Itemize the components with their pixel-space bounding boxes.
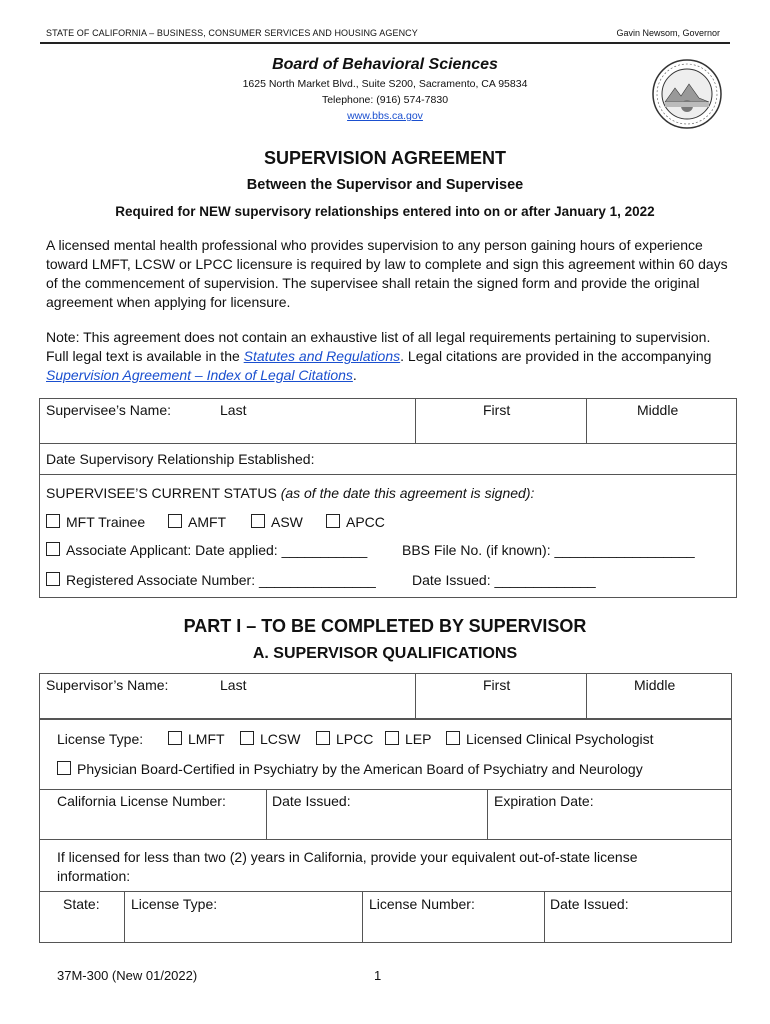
lmft-label: LMFT <box>188 731 225 747</box>
requirement-note: Required for NEW supervisory relationships entered into on or after January 1, 2022 <box>115 204 655 219</box>
physician-checkbox[interactable] <box>57 761 643 777</box>
associate-applicant-checkbox[interactable] <box>46 542 367 558</box>
lep-label: LEP <box>405 731 432 747</box>
supervisor-first-field[interactable]: First <box>483 677 511 693</box>
note-text-2: . Legal citations are provided in the accompanying <box>400 348 712 364</box>
registered-associate-checkbox[interactable] <box>46 572 376 588</box>
oos-state-field[interactable]: State: <box>63 896 100 912</box>
expiration-date-field[interactable]: Expiration Date: <box>494 793 594 809</box>
lcsw-label: LCSW <box>260 731 301 747</box>
supervisor-qualifications-heading: A. SUPERVISOR QUALIFICATIONS <box>252 645 518 662</box>
date-established-field[interactable]: Date Supervisory Relationship Established: <box>46 451 315 467</box>
agency-phone: Telephone: (916) 574-7830 <box>321 94 449 106</box>
website-link[interactable]: www.bbs.ca.gov <box>347 110 423 122</box>
state-seal-icon <box>651 58 723 130</box>
amft-checkbox[interactable] <box>168 514 226 530</box>
note-text-3: . <box>352 367 357 383</box>
checkbox-icon[interactable] <box>168 514 182 528</box>
status-note: (as of the date this agreement is signed): <box>280 485 535 501</box>
status-heading <box>46 485 534 501</box>
registered-associate-label: Registered Associate Number: _______________ <box>66 572 376 588</box>
physician-label: Physician Board-Certified in Psychiatry by the American Board of Psychiatry and Neurology <box>77 761 643 777</box>
supervisee-first-field[interactable]: First <box>483 402 511 418</box>
oos-license-type-field[interactable]: License Type: <box>131 896 218 912</box>
supervisor-last-field[interactable]: Last <box>220 677 247 693</box>
supervisee-middle-field[interactable]: Middle <box>637 402 679 418</box>
checkbox-icon[interactable] <box>240 731 254 745</box>
lpcc-label: LPCC <box>336 731 374 747</box>
license-date-issued-field[interactable]: Date Issued: <box>272 793 351 809</box>
oos-license-number-field[interactable]: License Number: <box>369 896 475 912</box>
license-type-label: License Type: <box>57 731 144 747</box>
apcc-checkbox[interactable] <box>326 514 385 530</box>
agency-name: Board of Behavioral Sciences <box>272 56 498 73</box>
lep-checkbox[interactable] <box>385 731 431 747</box>
checkbox-icon[interactable] <box>385 731 399 745</box>
checkbox-icon[interactable] <box>326 514 340 528</box>
form-title: SUPERVISION AGREEMENT <box>263 148 507 168</box>
lpcc-checkbox[interactable] <box>316 731 373 747</box>
governor-label: Gavin Newsom, Governor <box>616 28 720 38</box>
checkbox-icon[interactable] <box>57 761 71 775</box>
mft-trainee-label: MFT Trainee <box>66 514 146 530</box>
mft-trainee-checkbox[interactable] <box>46 514 145 530</box>
asw-label: ASW <box>271 514 303 530</box>
statutes-link[interactable]: Statutes and Regulations <box>243 348 401 364</box>
out-of-state-instruction-1: If licensed for less than two (2) years in California, provide your equivalent out-of-state license <box>57 849 638 865</box>
legal-citations-link[interactable]: Supervision Agreement – Index of Legal Citations <box>46 367 353 383</box>
associate-applicant-label: Associate Applicant: Date applied: ___________ <box>66 542 368 558</box>
lcsw-checkbox[interactable] <box>240 731 300 747</box>
note-paragraph <box>46 328 736 385</box>
checkbox-icon[interactable] <box>46 542 60 556</box>
bbs-file-field[interactable]: BBS File No. (if known): __________________ <box>402 542 695 558</box>
lmft-checkbox[interactable] <box>168 731 225 747</box>
supervisor-middle-field[interactable]: Middle <box>634 677 676 693</box>
ca-license-number-field[interactable]: California License Number: <box>57 793 226 809</box>
agency-header-bar <box>40 24 730 44</box>
agency-header-left: STATE OF CALIFORNIA – BUSINESS, CONSUMER SERVICES AND HOUSING AGENCY <box>46 28 418 38</box>
note-text-1: Note: This agreement does not contain an exhaustive list of all legal requirements pertaining to supervision. Full legal text is available in the <box>46 329 711 364</box>
supervisee-name-label: Supervisee’s Name: <box>46 402 172 418</box>
checkbox-icon[interactable] <box>46 572 60 586</box>
status-label: SUPERVISEE’S CURRENT STATUS <box>46 485 277 501</box>
supervisor-name-label: Supervisor’s Name: <box>46 677 169 693</box>
asw-checkbox[interactable] <box>251 514 303 530</box>
agency-address: 1625 North Market Blvd., Suite S200, Sacramento, CA 95834 <box>242 78 528 90</box>
page-number: 1 <box>374 968 382 983</box>
psychologist-checkbox[interactable] <box>446 731 654 747</box>
date-issued-field[interactable]: Date Issued: _____________ <box>412 572 596 588</box>
out-of-state-instruction-2: information: <box>57 868 131 884</box>
form-subtitle: Between the Supervisor and Supervisee <box>246 177 524 193</box>
amft-label: AMFT <box>188 514 227 530</box>
oos-date-issued-field[interactable]: Date Issued: <box>550 896 629 912</box>
checkbox-icon[interactable] <box>316 731 330 745</box>
apcc-label: APCC <box>346 514 385 530</box>
supervisee-last-field[interactable]: Last <box>220 402 247 418</box>
checkbox-icon[interactable] <box>46 514 60 528</box>
checkbox-icon[interactable] <box>446 731 460 745</box>
intro-paragraph: A licensed mental health professional who provides supervision to any person gaining hours of experience toward LMFT, LCSW or LPCC licensure is required by law to complete and sign this agreement within 60 days of the commencement of supervision. The supervisee shall retain the signed form and provide the original agreement when applying for licensure. <box>46 237 728 310</box>
checkbox-icon[interactable] <box>251 514 265 528</box>
psychologist-label: Licensed Clinical Psychologist <box>466 731 654 747</box>
checkbox-icon[interactable] <box>168 731 182 745</box>
form-number: 37M-300 (New 01/2022) <box>57 968 198 983</box>
part-one-title: PART I – TO BE COMPLETED BY SUPERVISOR <box>183 616 587 636</box>
